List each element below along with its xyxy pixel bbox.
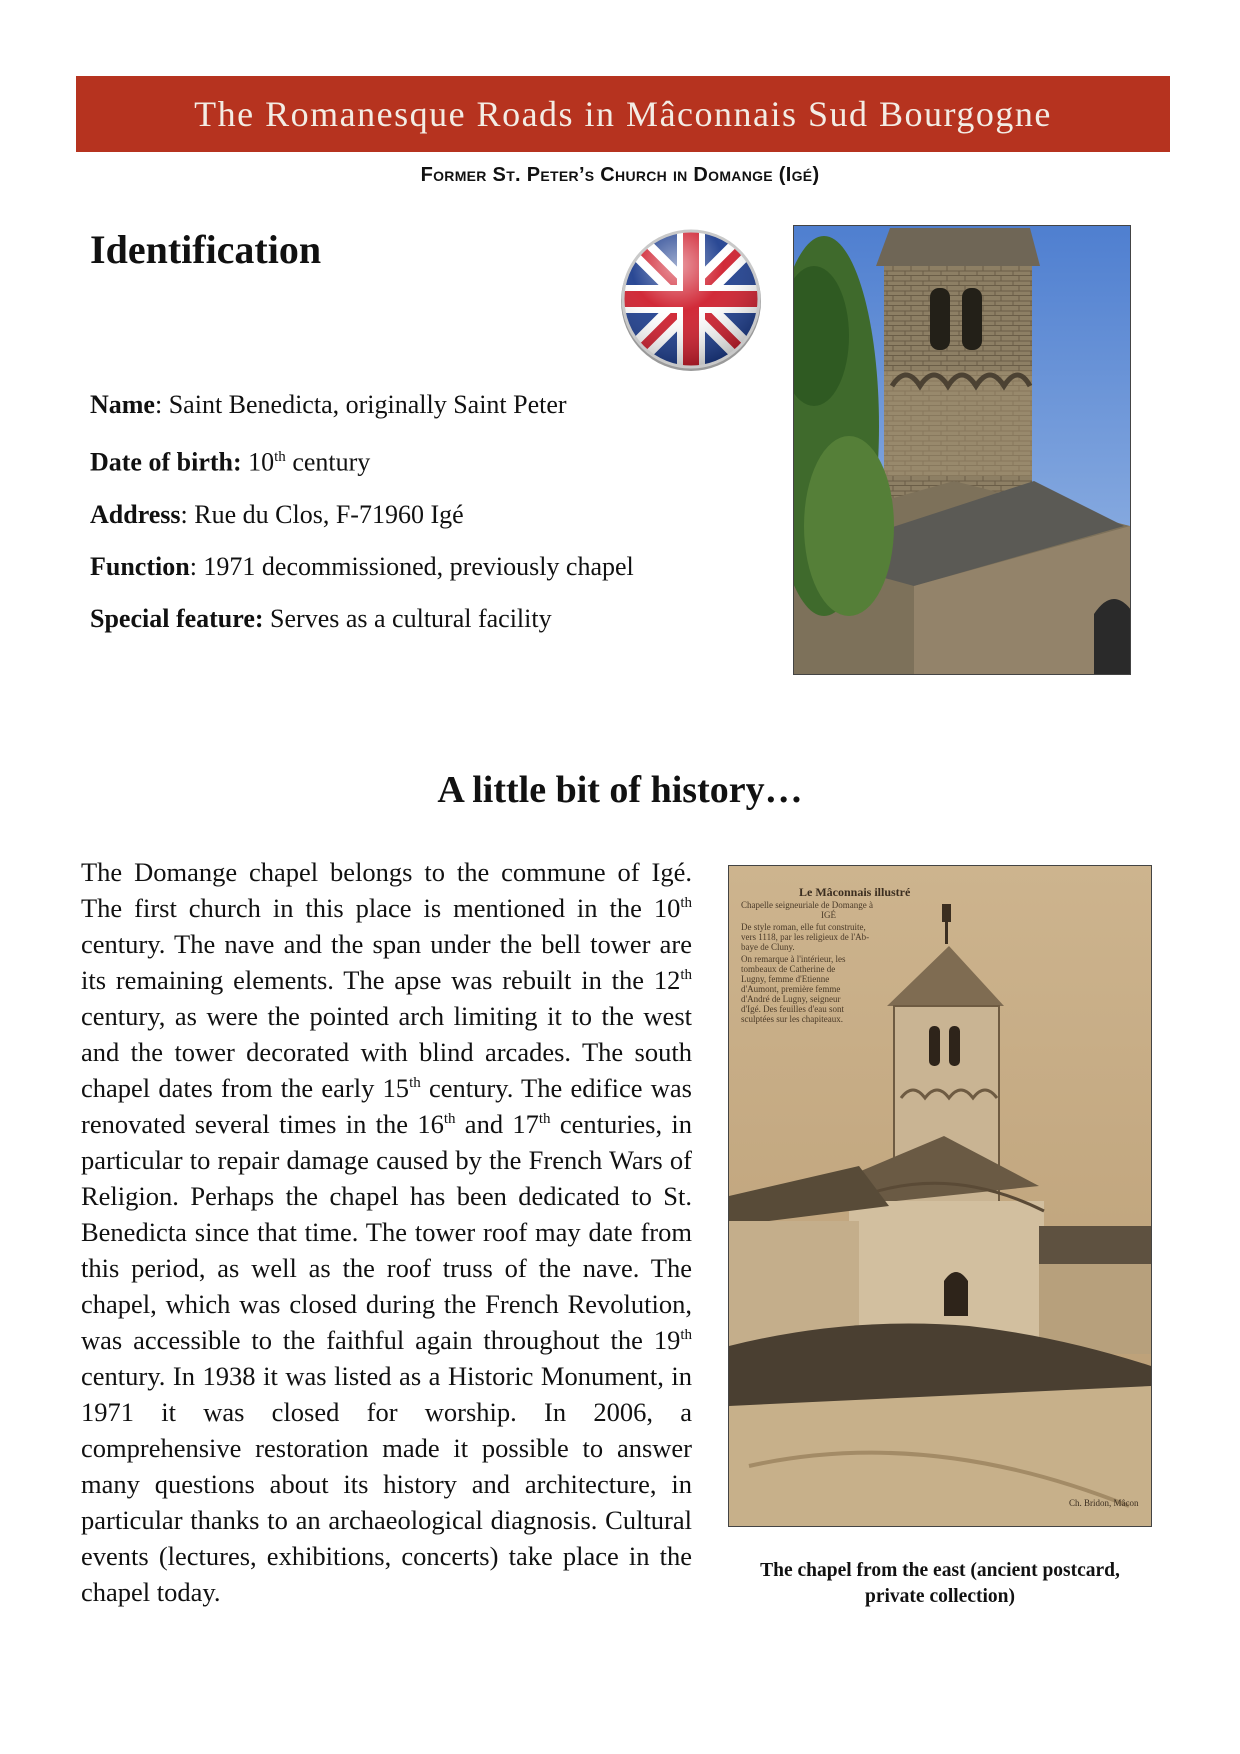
info-date-of-birth: Date of birth: 10th century: [90, 447, 371, 477]
church-tower-photo: [793, 225, 1131, 675]
svg-text:d'Aumont, première femme: d'Aumont, première femme: [741, 984, 841, 994]
identification-heading: Identification: [90, 227, 322, 272]
postcard-title: Le Mâconnais illustré: [799, 885, 911, 899]
svg-text:d'André de Lugny, seigneur: d'André de Lugny, seigneur: [741, 994, 841, 1004]
info-name: Name: Saint Benedicta, originally Saint Peter: [90, 390, 567, 419]
svg-text:Lugny, femme d'Etienne: Lugny, femme d'Etienne: [741, 974, 830, 984]
svg-text:IGÉ: IGÉ: [821, 910, 836, 920]
union-jack-flag-icon: [617, 225, 765, 373]
svg-text:d'Igé. Des feuilles d'eau sont: d'Igé. Des feuilles d'eau sont: [741, 1004, 844, 1014]
postcard-image: [728, 865, 1152, 1527]
info-address: Address: Rue du Clos, F-71960 Igé: [90, 499, 464, 529]
svg-text:Chapelle seigneuriale de Doman: Chapelle seigneuriale de Domange à: [741, 900, 873, 910]
info-function: Function: 1971 decommissioned, previously chapel: [90, 551, 634, 581]
svg-text:vers 1118, par les religieux d: vers 1118, par les religieux de l'Ab-: [741, 932, 870, 942]
history-heading: A little bit of history…: [437, 769, 803, 811]
banner-title: The Romanesque Roads in Mâconnais Sud Bourgogne: [194, 94, 1052, 134]
svg-text:sculptées sur les chapiteaux.: sculptées sur les chapiteaux.: [741, 1014, 843, 1024]
identification-info: [90, 392, 730, 658]
svg-text:baye de Cluny.: baye de Cluny.: [741, 942, 795, 952]
svg-text:De style roman, elle fut const: De style roman, elle fut construite,: [741, 922, 866, 932]
svg-text:tombeaux de Catherine de: tombeaux de Catherine de: [741, 964, 836, 974]
svg-text:On remarque à l'intérieur, les: On remarque à l'intérieur, les: [741, 954, 846, 964]
page-subtitle: Former St. Peter’s Church in Domange (Igé): [420, 164, 820, 186]
postcard-caption: The chapel from the east (ancient postcard, private collection): [760, 1560, 1120, 1607]
info-special-feature: Special feature: Serves as a cultural facility: [90, 603, 552, 633]
header-banner: [76, 76, 1170, 152]
history-paragraph: The Domange chapel belongs to the commune of Igé. The first church in this place is mentioned in the 10th century. The nave and the span under the bell tower are its remaining elements. The apse was rebuilt in the 12th century, as were the pointed arch limiting it to the west and the tower decorated with blind arcades. The south chapel dates from the early 15th century. The edifice was renovated several times in the 16th and 17th centuries, in particular to repair damage caused by the French Wars of Religion. Perhaps the chapel has been dedicated to St. Benedicta since that time. The tower roof may date from this period, as well as the roof truss of the nave. The chapel, which was closed during the French Revolution, was accessible to the faithful again throughout the 19th century. In 1938 it was listed as a Historic Monument, in 1971 it was closed for worship. In 2006, a comprehensive restoration made it possible to answer many questions about its history and architecture, in particular thanks to an archaeological diagnosis. Cultural events (lectures, exhibitions, concerts) take place in the chapel today.: [81, 857, 692, 1607]
postcard-credit: Ch. Bridon, Mâcon: [1069, 1498, 1139, 1508]
